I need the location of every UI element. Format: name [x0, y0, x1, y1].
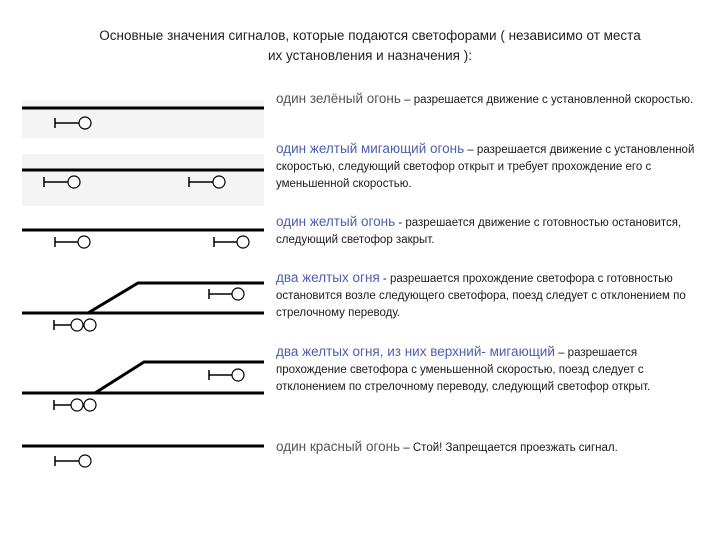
row-1-background	[22, 100, 264, 138]
signal-name: один красный огонь	[276, 439, 401, 454]
signal-description-6	[276, 438, 706, 457]
signal-meaning: – разрешается прохождение светофора с уменьшенной скоростью, поезд следует с отклонением по стрелочному переводу, следующий светофор открыт.	[276, 347, 651, 393]
signal-single-icon	[55, 236, 90, 248]
signal-description-2	[276, 140, 706, 193]
title-line-2: их установления и назначения ):	[267, 48, 472, 63]
signal-name: один зелёный огонь	[276, 91, 401, 106]
signal-single-icon	[209, 288, 244, 300]
row-2-background	[22, 154, 264, 206]
signal-name: два желтых огня	[276, 270, 380, 285]
diagram-row-6	[22, 446, 264, 467]
title-line-1: Основные значения сигналов, которые подаются светофорами ( независимо от места	[99, 28, 641, 43]
signal-name: два желтых огня, из них верхний- мигающий	[276, 344, 555, 359]
signal-single-icon	[209, 369, 244, 381]
diagram-row-3	[22, 230, 264, 248]
signal-single-icon	[214, 236, 249, 248]
signal-double-icon	[54, 399, 96, 411]
signal-description-5	[276, 343, 706, 396]
signal-name: один желтый огонь	[276, 214, 396, 229]
signal-description-3	[276, 213, 706, 249]
signal-meaning: – разрешается движение с установленной скоростью.	[400, 94, 694, 106]
diagram-row-4	[22, 283, 264, 331]
signal-double-icon	[54, 319, 96, 331]
signal-single-icon	[55, 455, 91, 467]
signal-description-1	[276, 90, 706, 109]
signal-description-4	[276, 269, 706, 322]
signal-meaning: – разрешается движение с установленной скоростью, следующий светофор открыт и требует прохождение его с уменьшенной скоростью.	[276, 144, 695, 190]
diagram-row-2	[22, 154, 264, 206]
diagram-row-1	[22, 100, 264, 138]
signal-meaning: - разрешается движение с готовностью остановится, следующий светофор закрыт.	[276, 217, 682, 246]
signal-meaning: – Стой! Запрещается проезжать сигнал.	[400, 442, 618, 454]
signal-name: один желтый мигающий огонь	[276, 141, 465, 156]
signal-meaning: - разрешается прохождение светофора с готовностью остановится возле следующего светофора, поезд следует с отклонением по стрелочному переводу.	[276, 273, 686, 319]
diagram-row-5	[22, 362, 264, 411]
